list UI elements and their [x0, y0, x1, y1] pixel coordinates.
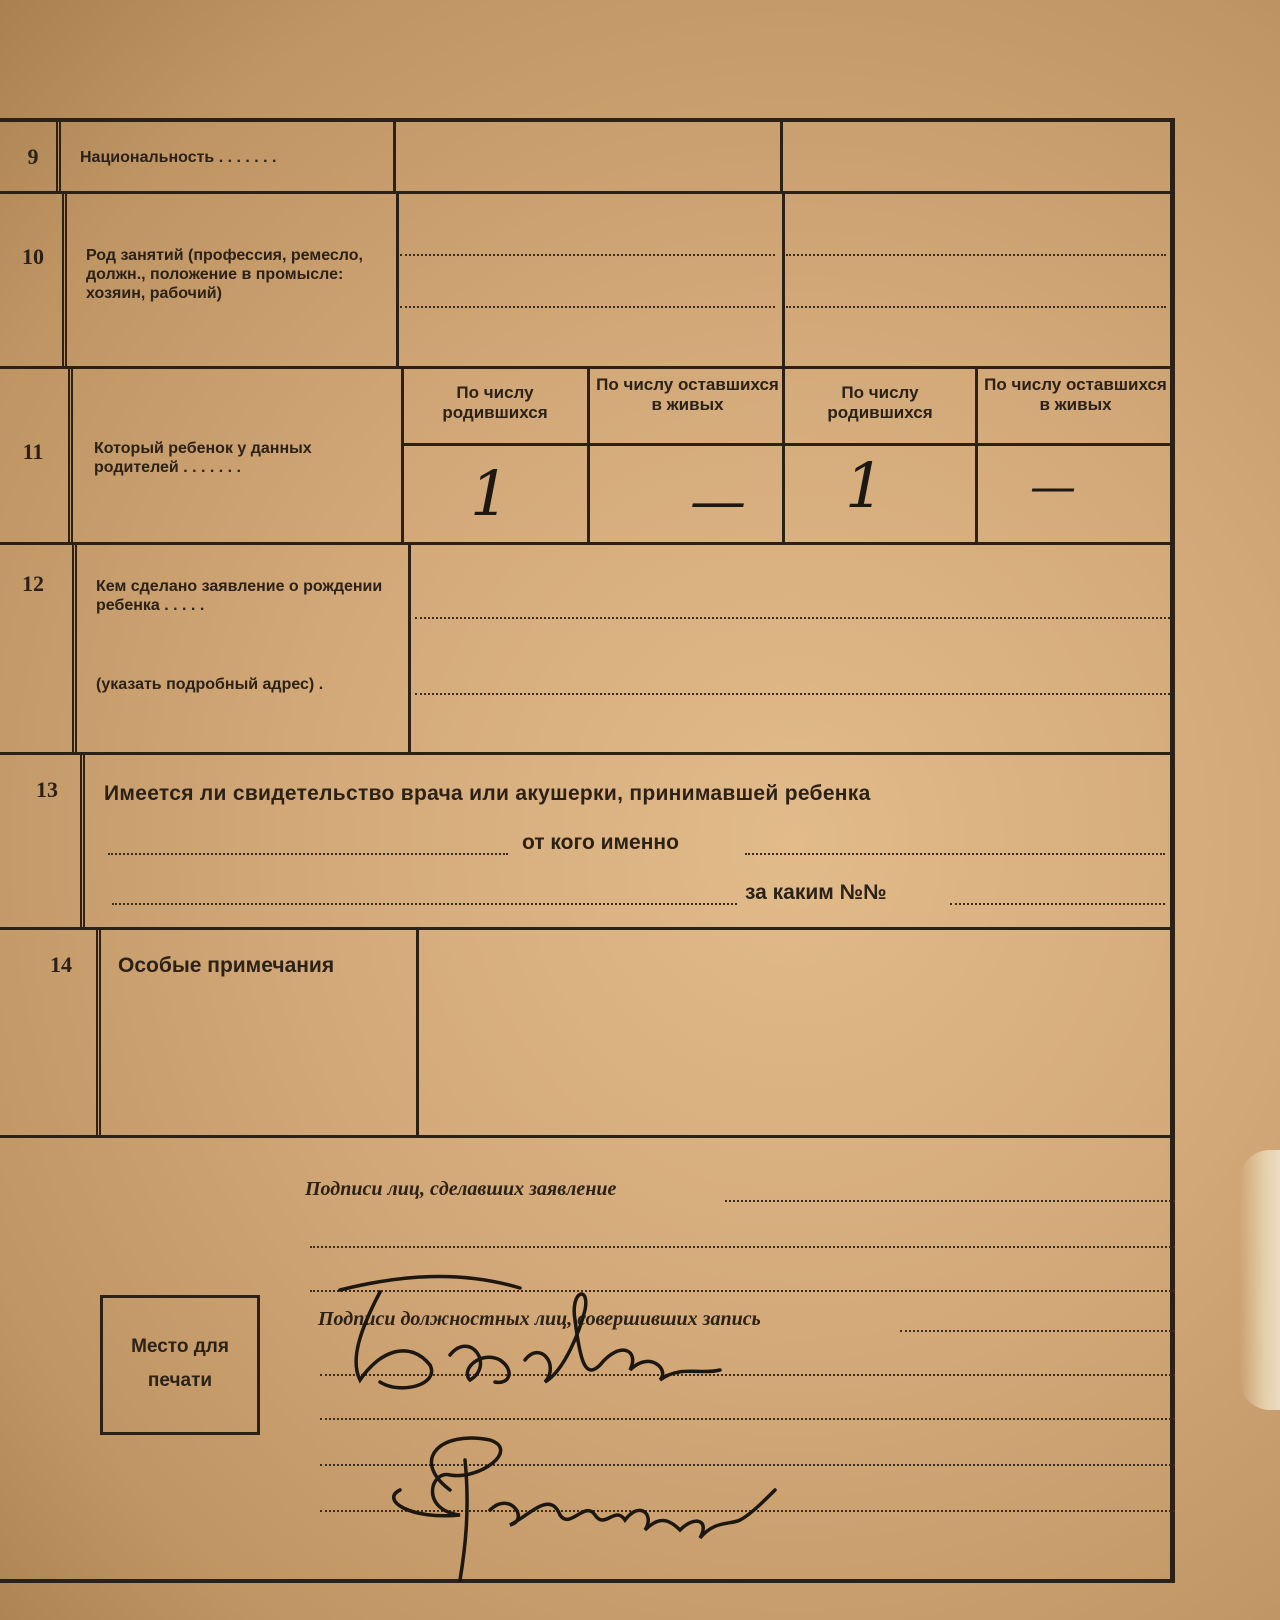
row-child-order [0, 369, 1170, 545]
stamp-placeholder [100, 1295, 260, 1435]
column-divider [780, 122, 783, 191]
fill-line [725, 1200, 1175, 1202]
column-divider [96, 930, 101, 1135]
fill-line [786, 306, 1166, 308]
officials-signature-label: Подписи должностных лиц, совершивших запись [318, 1308, 761, 1330]
fill-line [745, 853, 1165, 855]
fill-line [900, 1330, 1175, 1332]
column-divider [62, 194, 67, 366]
fill-line [415, 617, 1170, 619]
column-divider [587, 369, 590, 542]
column-divider [975, 369, 978, 542]
official-signature-1 [320, 1270, 760, 1420]
fill-line [786, 254, 1166, 256]
header-alive-1: По числу оставшихся в живых [596, 375, 779, 414]
row-number: 12 [22, 571, 44, 596]
applicants-signature-label: Подписи лиц, сделавших заявление [305, 1178, 617, 1200]
value-born-2: 1 [845, 449, 885, 522]
row-label: Род занятий (профессия, ремесло, должн., положение в промысле: хозяин, рабочий) [86, 247, 363, 302]
column-divider [56, 122, 61, 191]
column-divider [393, 122, 396, 191]
fill-line [310, 1246, 1175, 1248]
fill-line [112, 903, 737, 905]
row-label: Национальность . . . . . . . [80, 149, 277, 166]
row-label: Особые примечания [118, 954, 335, 977]
torn-page-edge [1240, 1150, 1280, 1410]
column-divider [782, 369, 785, 542]
row-doctor-certificate [0, 755, 1170, 930]
stamp-label-line1: Место для [131, 1336, 229, 1357]
from-whom-label: от кого именно [522, 831, 679, 854]
fill-line [108, 853, 508, 855]
fill-line [400, 306, 775, 308]
row-number: 10 [22, 244, 44, 269]
row-label: Который ребенок у данных родителей . . . . . . . [94, 440, 312, 476]
row-nationality [0, 122, 1170, 194]
row-special-notes [0, 930, 1170, 1138]
column-divider [416, 930, 419, 1135]
fill-line [400, 254, 775, 256]
column-divider [782, 194, 785, 366]
stamp-label-line2: печати [147, 1370, 213, 1391]
row-declarant [0, 545, 1170, 755]
value-alive-1: — [690, 469, 746, 534]
value-born-1: 1 [470, 457, 510, 530]
row-occupation [0, 194, 1170, 369]
which-numbers-label: за каким №№ [745, 881, 887, 904]
header-alive-2: По числу оставшихся в живых [984, 375, 1167, 414]
row-number: 13 [36, 777, 58, 802]
fill-line [415, 693, 1170, 695]
header-born-2: По числу родившихся [827, 383, 933, 422]
official-signature-2 [370, 1420, 810, 1590]
column-divider [72, 545, 77, 752]
column-divider [401, 369, 404, 542]
column-divider [68, 369, 73, 542]
fill-line [950, 903, 1165, 905]
row-label: Кем сделано заявление о рождении ребенка . . . . . [96, 578, 383, 614]
column-divider [396, 194, 399, 366]
column-divider [408, 545, 411, 752]
row-text: Имеется ли свидетельство врача или акушерки, принимавшей ребенка [104, 782, 871, 805]
row-number: 14 [50, 952, 72, 977]
row-number: 11 [22, 439, 44, 464]
value-alive-2: — [1030, 459, 1076, 513]
column-divider [80, 755, 85, 927]
header-born-1: По числу родившихся [442, 383, 548, 422]
row-sublabel: (указать подробный адрес) . [96, 676, 324, 693]
row-number: 9 [27, 144, 39, 169]
header-divider [401, 443, 1170, 446]
